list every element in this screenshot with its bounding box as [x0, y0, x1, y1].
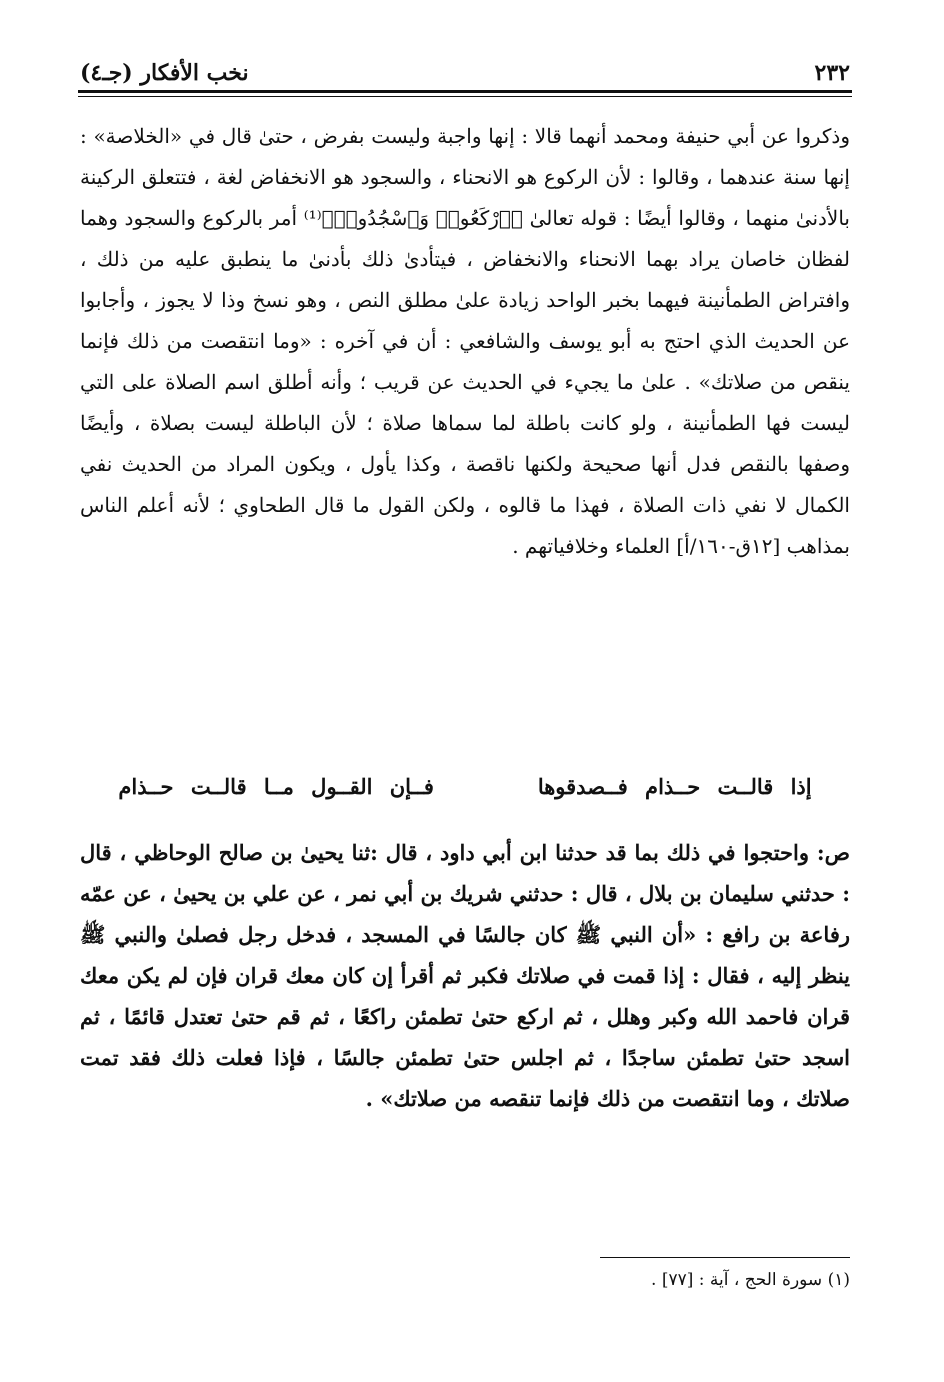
footnote: (١) سورة الحج ، آية : [٧٧] . [651, 1270, 850, 1290]
verse-second-hemistich: فــإن القــول مــا قالــت حــذام [118, 774, 434, 799]
book-title: نخب الأفكار (جـ٤) [80, 60, 249, 86]
page-header [80, 44, 850, 86]
commentary-paragraph: وذكروا عن أبي حنيفة ومحمد أنهما قالا : إنها واجبة وليست بفرض ، حتىٰ قال في «الخلاصة» : إنها سنة عندهما ، وقالوا : لأن الركوع هو الانحناء ، والسجود هو الانخفاض لغة ، فتتعلق الركينة بالأدنىٰ منهما ، وقالوا أيضًا : قوله تعالىٰ ﴿ٱرْكَعُوا۟ وَٱسْجُدُوا۟﴾⁽¹⁾ أمر بالركوع والسجود وهما لفظان خاصان يراد بهما الانحناء والانخفاض ، فيتأدىٰ ذلك بأدنىٰ ما ينطبق عليه من ذلك ، وافتراض الطمأنينة فيهما بخبر الواحد زيادة علىٰ مطلق النص ، وهو نسخ وذا لا يجوز ، وأجابوا عن الحديث الذي احتج به أبو يوسف والشافعي : أن في آخره : «وما انتقصت من ذلك فإنما ينقص من صلاتك» . علىٰ ما يجيء في الحديث عن قريب ؛ وأنه أطلق اسم الصلاة على التي ليست فها الطمأنينة ، ولو كانت باطلة لما سماها صلاة ؛ لأن الباطلة ليست بصلاة ، وأيضًا وصفها بالنقص فدل أنها صحيحة ولكنها ناقصة ، وكذا يأول ، ويكون المراد من الحديث نفي الكمال لا نفي ذات الصلاة ، فهذا ما قالوه ، ولكن القول ما قال الطحاوي ؛ لأنه أعلم الناس بمذاهب [١٢ق-١٦٠/أ] العلماء وخلافياتهم . [80, 124, 851, 558]
page-number: ٢٣٢ [814, 60, 850, 86]
header-rule [78, 90, 852, 93]
header-rule-thin [78, 96, 852, 97]
footnote-divider [600, 1257, 850, 1258]
hadith-paragraph: ص: واحتجوا في ذلك بما قد حدثنا ابن أبي داود ، قال :ثنا يحيىٰ بن صالح الوحاظي ، قال : حدثني سليمان بن بلال ، قال : حدثني شريك بن أبي نمر ، عن علي بن يحيىٰ ، عن عمّه رفاعة بن رافع : «أن النبي ﷺ كان جالسًا في المسجد ، فدخل رجل فصلىٰ والنبي ﷺ ينظر إليه ، فقال : إذا قمت في صلاتك فكبر ثم أقرأ إن كان معك قران فإن لم يكن معك قران فاحمد الله وكبر وهلل ، ثم اركع حتىٰ تطمئن راكعًا ، ثم قم حتىٰ تعتدل قائمًا ، ثم اسجد حتىٰ تطمئن ساجدًا ، ثم اجلس حتىٰ تطمئن جالسًا ، فإذا فعلت ذلك فقد تمت صلاتك ، وما انتقصت من ذلك فإنما تنقصه من صلاتك» . [80, 840, 850, 1111]
poetry-verse [80, 774, 850, 799]
verse-first-hemistich: إذا قالــت حــذام فــصدقوها [537, 774, 812, 799]
